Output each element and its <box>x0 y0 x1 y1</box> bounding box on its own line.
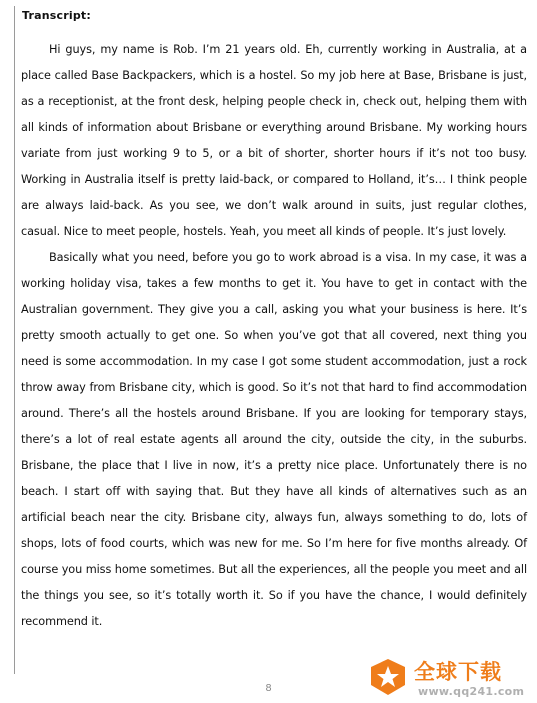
transcript-heading: Transcript: <box>22 9 91 22</box>
watermark <box>368 655 534 701</box>
watermark-url: www.qq241.com <box>418 685 525 698</box>
transcript-paragraph-1: Hi guys, my name is Rob. I’m 21 years old. Eh, currently working in Australia, at a place called Base Backpackers, which is a hostel. So my job here at Base, Brisbane is just, as a receptionist, at the front desk, helping people check in, check out, helping them with all kinds of information about Brisbane or everything around Brisbane. My working hours variate from just working 9 to 5, or a bit of shorter, shorter hours if it’s not too busy. Working in Australia itself is pretty laid-back, or compared to Holland, it’s… I think people are always laid-back. As you see, we don’t walk around in suits, just regular clothes, casual. Nice to meet people, hostels. Yeah, you meet all kinds of people. It’s just lovely. <box>21 43 527 238</box>
watermark-title: 全球下载 <box>414 660 502 684</box>
left-margin-rule <box>14 6 15 674</box>
transcript-paragraph-2: Basically what you need, before you go to work abroad is a visa. In my case, it was a working holiday visa, takes a few months to get it. You have to get in contact with the Australian government. They give you a call, asking you what your business is here. It’s pretty smooth actually to get one. So when you’ve got that all covered, next thing you need is some accommodation. In my case I got some student accommodation, just a rock throw away from Brisbane city, which is good. So it’s not that hard to find accommodation around. There’s all the hostels around Brisbane. If you are looking for temporary stays, there’s a lot of real estate agents all around the city, outside the city, in the suburbs. Brisbane, the place that I live in now, it’s a pretty nice place. Unfortunately there is no beach. I start off with saying that. But they have all kinds of alternatives such as an artificial beach near the city. Brisbane city, always fun, always something to do, lots of shops, lots of food courts, which was new for me. So I’m here for five months already. Of course you miss home sometimes. But all the experiences, all the people you meet and all the things you see, so it’s totally worth it. So if you have the chance, I would definitely recommend it. <box>21 251 527 628</box>
transcript-body <box>21 37 527 635</box>
page-number: 8 <box>265 683 272 694</box>
orange-star-logo-icon <box>368 657 408 697</box>
